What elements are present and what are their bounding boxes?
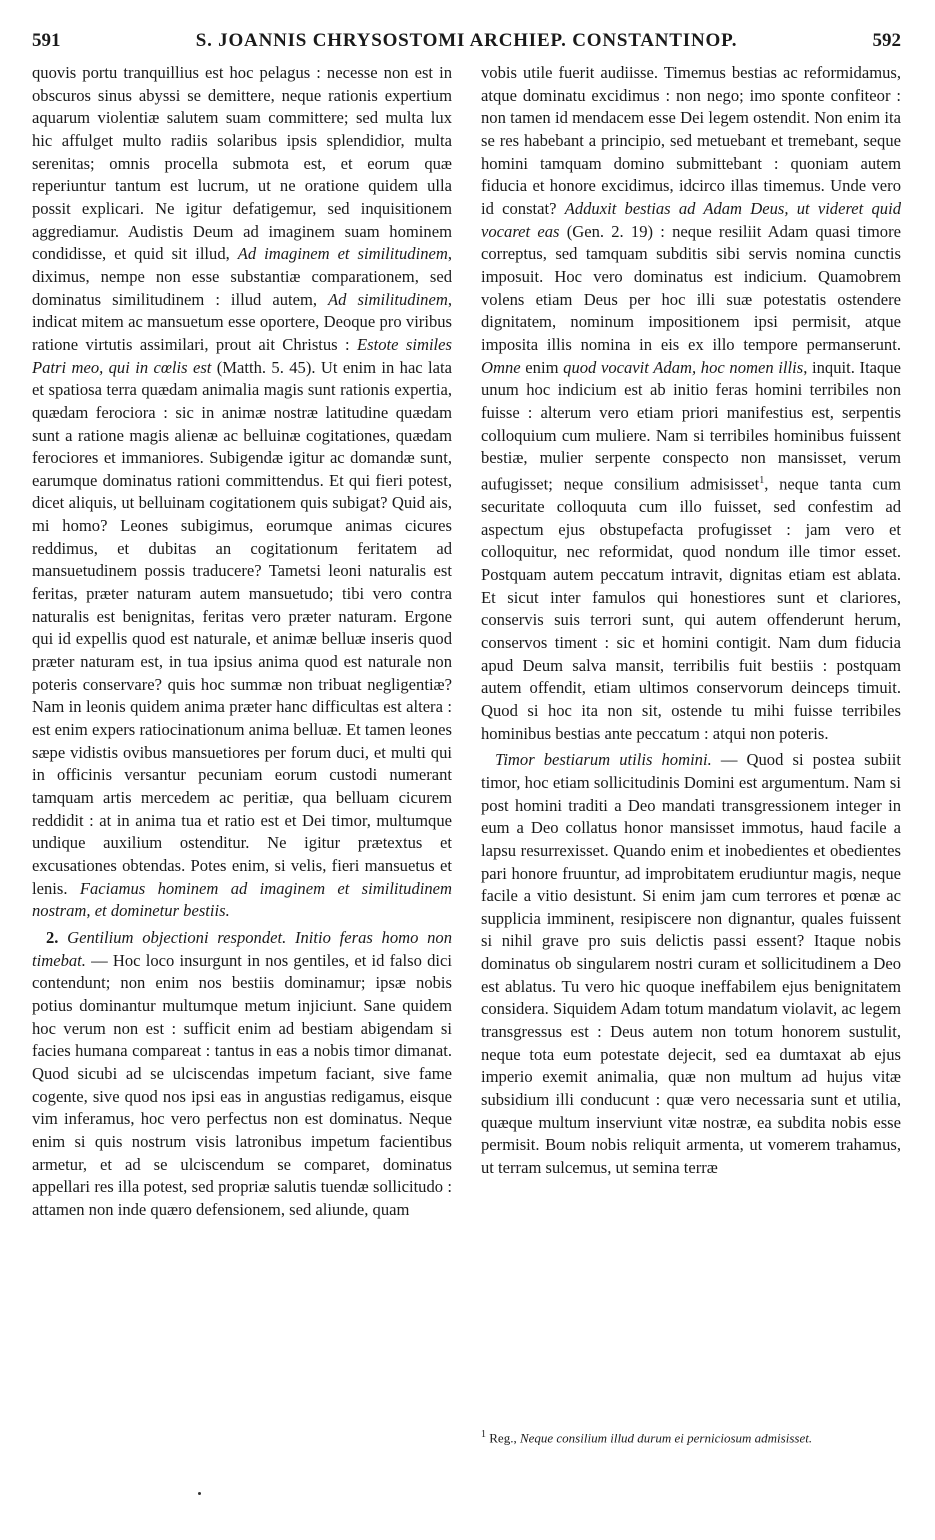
text-run: enim bbox=[520, 357, 564, 377]
text-run: quovis portu tranquillius est hoc pelagus : necesse non est in obscuros sinus abyssi se demittere, neque rationis expertium aquarum violentiæ salutem suam committere; sed multa lux hic affulget multo radiis solaribus ipsis splendidior, multa serenitas; omnis procella submota est, et eorum quæ reperiuntur tantum est lucrum, ut ne oratione quidem ulla possit explicari. Ne igitur defatigemur, sed inquisitionem aggrediamur. Audistis Deum ad imaginem suam hominem condidisse, et quid sit illud, bbox=[32, 63, 452, 264]
text-run: — Hoc loco insurgunt in nos gentiles, et id falso dici contendunt; non enim nos bestiis dominamur; ipsæ nobis potius dominantur multumque metum injiciunt. Sane quidem hoc verum non est : sufficit enim ad bestiam abigendam si facies humana compareat : tantus in eas a nobis timor dimanat. Quod sicubi ad se ulciscendas impetum faciant, sive fame cogente, sive quod nos ipsi eas in angustias redigamus, eisque vim inferamus, hoc vero perfectus non est dominatus. Neque enim si quis nostrum visis latronibus impetum facientibus armetur, et ad se ulciscendum se comparet, dominatus appellari res illa potest, sed propriæ salutis tuendæ sollicitudo : attamen non inde quæro defensionem, sed aliunde, quam bbox=[32, 950, 452, 1219]
italic-quote: Ad imaginem et similitudinem bbox=[237, 244, 448, 264]
italic-quote: quod vocavit Adam, hoc nomen illis bbox=[563, 357, 804, 377]
right-column bbox=[481, 62, 901, 1492]
section-paragraph bbox=[32, 927, 452, 1222]
text-run: , neque tanta cum securitate colloquuta cum illo fuisset, sed confestim ad aspectum ejus obstupefacta profugisset : jam vero et colloquitur, nec reformidat, quod nondum ille timor esset. Postquam autem peccatum intravit, dignitas etiam est ablata. Et sicut inter famulos qui honestiores sunt et clariores, conservis suis terrori sunt, qui autem offenderunt herum, conservos timent : sic et homini contigit. Nam dum fiducia apud Deum salva mansit, terribilis fuit bestiis : postquam autem offendit, etiam ultimos conservorum deinceps timuit. Quod si hoc ita non sit, ostende tu mihi fuisse terribiles hominibus bestias ante peccatum : atqui non poteris. bbox=[481, 474, 901, 743]
running-title: S. JOANNIS CHRYSOSTOMI ARCHIEP. CONSTANTINOP. bbox=[195, 30, 738, 51]
footnote-number: 1 bbox=[481, 1429, 486, 1440]
text-run: (Matth. 5. 45). Ut enim in hac lata et spatiosa terra quædam animalia magis sunt rationis expertia, quædam ferociora : sic in animæ nostræ latitudine quædam sunt a ratione magis alienæ ac belluinæ cogitationes, quædam ferociores et immaniores. Subigendæ igitur ac domandæ sunt, earumque dominatus rationi committendus. Et qui fieri potest, dicet aliquis, ut belluinam cogitationem quis subigat? Quid ais, mi homo? Leones subigimus, eorumque animas cicures reddimus, et dubitas an cogitationum feritatem ad mansuetudinem possis traducere? Tametsi leoni naturalis est feritas, præter naturam autem mansuetudo; tibi vero contra naturalis est benignitas, feritas vero præter naturam. Ergone qui id expellis quod est naturale, et animæ belluæ inseris quod præter naturam est, in tua ipsius anima quod est naturale non poteris conservare? quis hoc summæ non tribuat negligentiæ? Nam in leonis quidem anima præter hanc difficultas est altera : est enim expers ratiocinationum anima belluæ. Et tamen leones sæpe vidistis ovibus mansuetiores per forum duci, et multi qui in officinis versantur pecuniam eorum custodi numerant tamquam artis mercedem ac peritiæ, qua belluam cicurem reddidit : at in anima tua et ratio est et Dei timor, multumque undique auxilium ostenditur. Ne igitur prætextus et excusationes obtendas. Potes enim, si velis, fieri mansuetus et lenis. bbox=[32, 357, 452, 898]
italic-quote: Adduxit bestias ad Adam Deus, ut videret quid vocaret eas bbox=[481, 198, 901, 241]
page-number-right: 592 bbox=[872, 30, 901, 51]
footnote-marker: 1 bbox=[759, 474, 765, 486]
italic-quote: Ad similitudinem bbox=[328, 289, 448, 309]
running-header bbox=[32, 22, 901, 56]
section-number: 2. bbox=[46, 927, 68, 947]
italic-quote: Estote similes Patri meo, qui in cœlis est bbox=[32, 334, 452, 377]
paragraph bbox=[32, 62, 452, 923]
section-heading: Timor bestiarum utilis homini. bbox=[495, 750, 712, 770]
text-run: , diximus, nempe non esse substantiæ comparationem, sed dominatus similitudinem : illud autem, bbox=[32, 244, 452, 309]
text-run: (Gen. 2. 19) : neque resiliit Adam quasi timore correptus, sed tamquam subditis sibi servis nomina cunctis imposuit. Hoc vero dominatus est indicium. Quamobrem volens etiam Deus per hoc illi suæ potestatis ostendere dignitatem, nominum impositionem ipsi permisit, atque imposita illis nomina in eis ex illo tempore permanserunt. bbox=[481, 221, 901, 354]
section-heading: Gentilium objectioni respondet. Initio feras homo non timebat. bbox=[32, 927, 452, 970]
italic-quote: Faciamus hominem ad imaginem et similitudinem nostram, et dominetur bestiis. bbox=[32, 878, 452, 921]
text-run: , indicat mitem ac mansuetum esse oportere, Deoque pro viribus ratione virtutis assimilari, prout ait Christus : bbox=[32, 289, 452, 354]
italic-quote: Omne bbox=[481, 357, 521, 377]
text-run: , inquit. Itaque unum hoc indicium est ab initio feras homini terribiles non fuisse : alterum vero etiam priori manifestius est, serpentis colloquium cum muliere. Nam si terribiles hominibus fuissent bestiæ, mulier serpente conspecto non mansisset, verum aufugisset; neque consilium admisisset bbox=[481, 357, 901, 494]
left-column bbox=[32, 62, 452, 1492]
text-run: — Quod si postea subiit timor, hoc etiam sollicitudinis Domini est argumentum. Nam si post homini traditi a Deo mandati transgressionem integer in eum a Deo collatus honor mansisset immotus, haud facile a lapsu resurrexisset. Quando enim et inobedientes et obedientes pari honore fruuntur, ad improbitatem erudiuntur magis, neque facile a vitio desistunt. Si enim jam cum terrores et pœnæ ac supplicia imminent, resipiscere non dignantur, quales fuissent si nihil grave pro suis delictis passi essent? Itaque nobis dominatus ob singularem nostri curam et sollicitudinem a Deo est ablatus. Tu vero hic quoque ineffabilem ejus benignitatem considera. Siquidem Adam totum mandatum violavit, ac legem transgressus est : Deus autem non totum honorem sustulit, neque tota eum potestate dejecit, sed ea dumtaxat ab ejus imperio exemit animalia, quæ non multum ad hujus vitæ subsidium illi conducunt : quæ vero necessaria sunt et utilia, quæque multum inserviunt vitæ nostræ, ea subdita nobis esse permisit. Boum nobis reliquit armenta, ut vomerem trahamus, ut terram sulcemus, ut semina terræ bbox=[481, 750, 901, 1178]
print-speck bbox=[198, 1492, 201, 1495]
page-number-left: 591 bbox=[32, 30, 61, 51]
section-paragraph bbox=[481, 749, 901, 1179]
paragraph bbox=[481, 62, 901, 745]
footnote-ref: Reg., bbox=[489, 1430, 520, 1446]
footnote-text: Neque consilium illud durum ei perniciosum admisisset. bbox=[519, 1430, 813, 1446]
footnote bbox=[481, 1426, 901, 1446]
text-run: vobis utile fuerit audiisse. Timemus bestias ac reformidamus, atque dominatu excidimus : non nego; imo sponte confiteor : non tamen id mendacem esse Dei legem ostendit. Non enim ita se res habebant a principio, sed metuebant et tremebant, seque homini tamquam domino submittebant : quoniam autem fiducia et honore excidimus, idcirco illas timemus. Unde vero id constat? bbox=[481, 63, 901, 218]
